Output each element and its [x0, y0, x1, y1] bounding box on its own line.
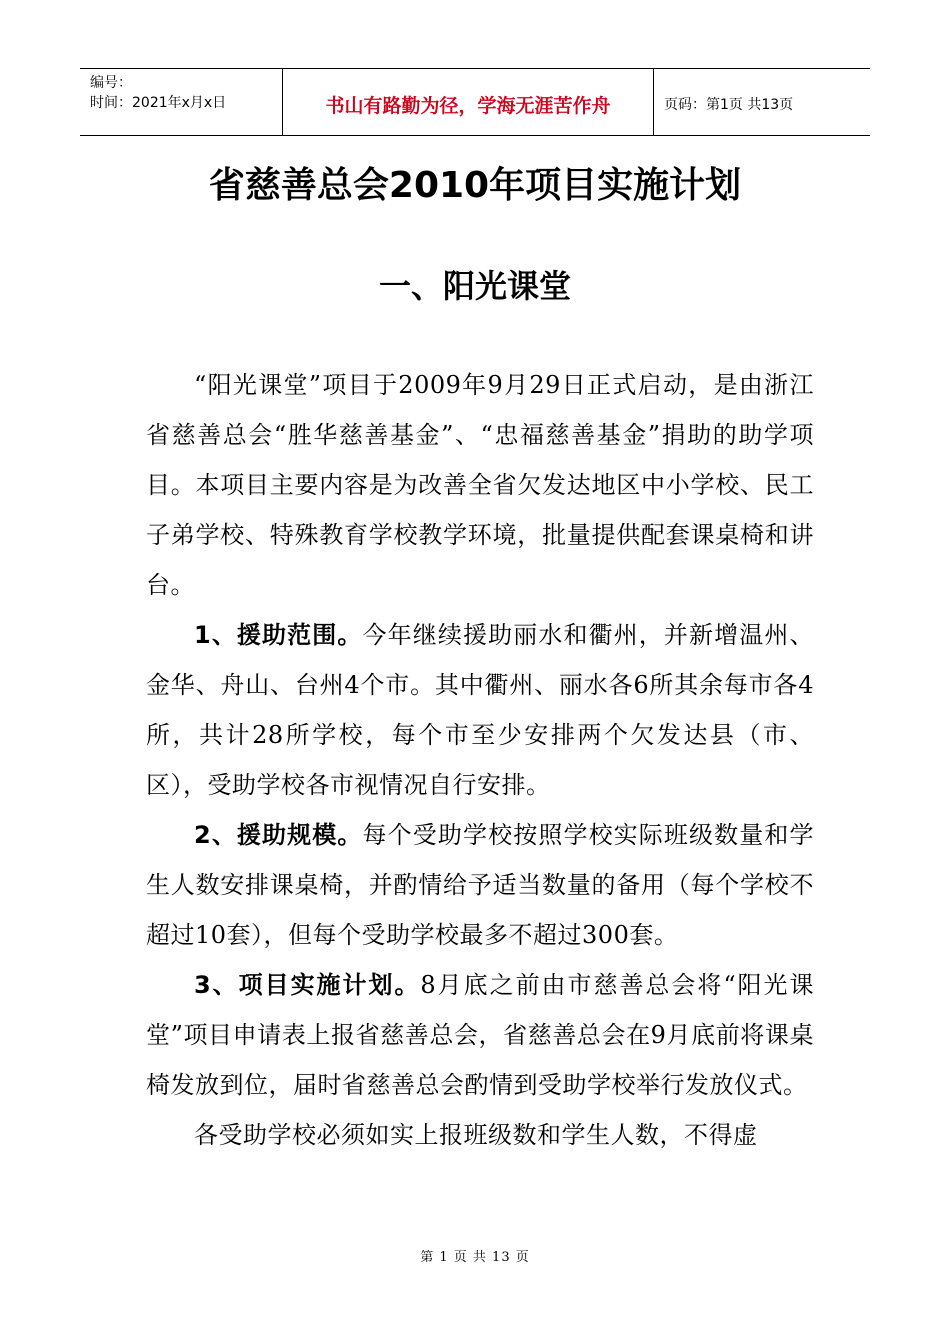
- time-label: 时间：2021年x月x日: [90, 95, 227, 111]
- paragraph-2-text: 每个受助学校按照学校实际班级数量和学生人数安排课桌椅，并酌情给予适当数量的备用（每个学校不超过10套），但每个受助学校最多不超过300套。: [146, 821, 814, 949]
- paragraph-3: [146, 960, 814, 1110]
- paragraph-intro: “阳光课堂”项目于2009年9月29日正式启动，是由浙江省慈善总会“胜华慈善基金”、“忠福慈善基金”捐助的助学项目。本项目主要内容是为改善全省欠发达地区中小学校、民工子弟学校、特殊教育学校教学环境，批量提供配套课桌椅和讲台。: [146, 371, 814, 599]
- document-title: 省慈善总会2010年项目实施计划: [208, 165, 742, 206]
- paragraph-2-heading: 2、援助规模。: [194, 821, 363, 849]
- number-label: 编号：: [90, 75, 132, 91]
- header-motto: 书山有路勤为径，学海无涯苦作舟: [282, 69, 654, 135]
- document-header: [80, 68, 870, 136]
- paragraph-1: [146, 610, 814, 810]
- paragraph-3-heading: 3、项目实施计划。: [194, 971, 421, 999]
- page-footer: 第 1 页 共 13 页: [420, 1250, 530, 1265]
- paragraph-1-heading: 1、援助范围。: [194, 621, 363, 649]
- document-body: [146, 360, 814, 1160]
- paragraph-4: 各受助学校必须如实上报班级数和学生人数，不得虚: [194, 1121, 758, 1149]
- header-meta: [80, 69, 282, 135]
- paragraph-2: [146, 810, 814, 960]
- header-page-info: 页码：第1页 共13页: [664, 97, 794, 113]
- section-title: 一、阳光课堂: [378, 267, 571, 305]
- paragraph-1-text: 今年继续援助丽水和衢州，并新增温州、金华、舟山、台州4个市。其中衢州、丽水各6所其余每市各4所，共计28所学校，每个市至少安排两个欠发达县（市、区），受助学校各市视情况自行安排。: [146, 621, 814, 799]
- paragraph-3-text: 8月底之前由市慈善总会将“阳光课堂”项目申请表上报省慈善总会，省慈善总会在9月底前将课桌椅发放到位，届时省慈善总会酌情到受助学校举行发放仪式。: [146, 971, 814, 1099]
